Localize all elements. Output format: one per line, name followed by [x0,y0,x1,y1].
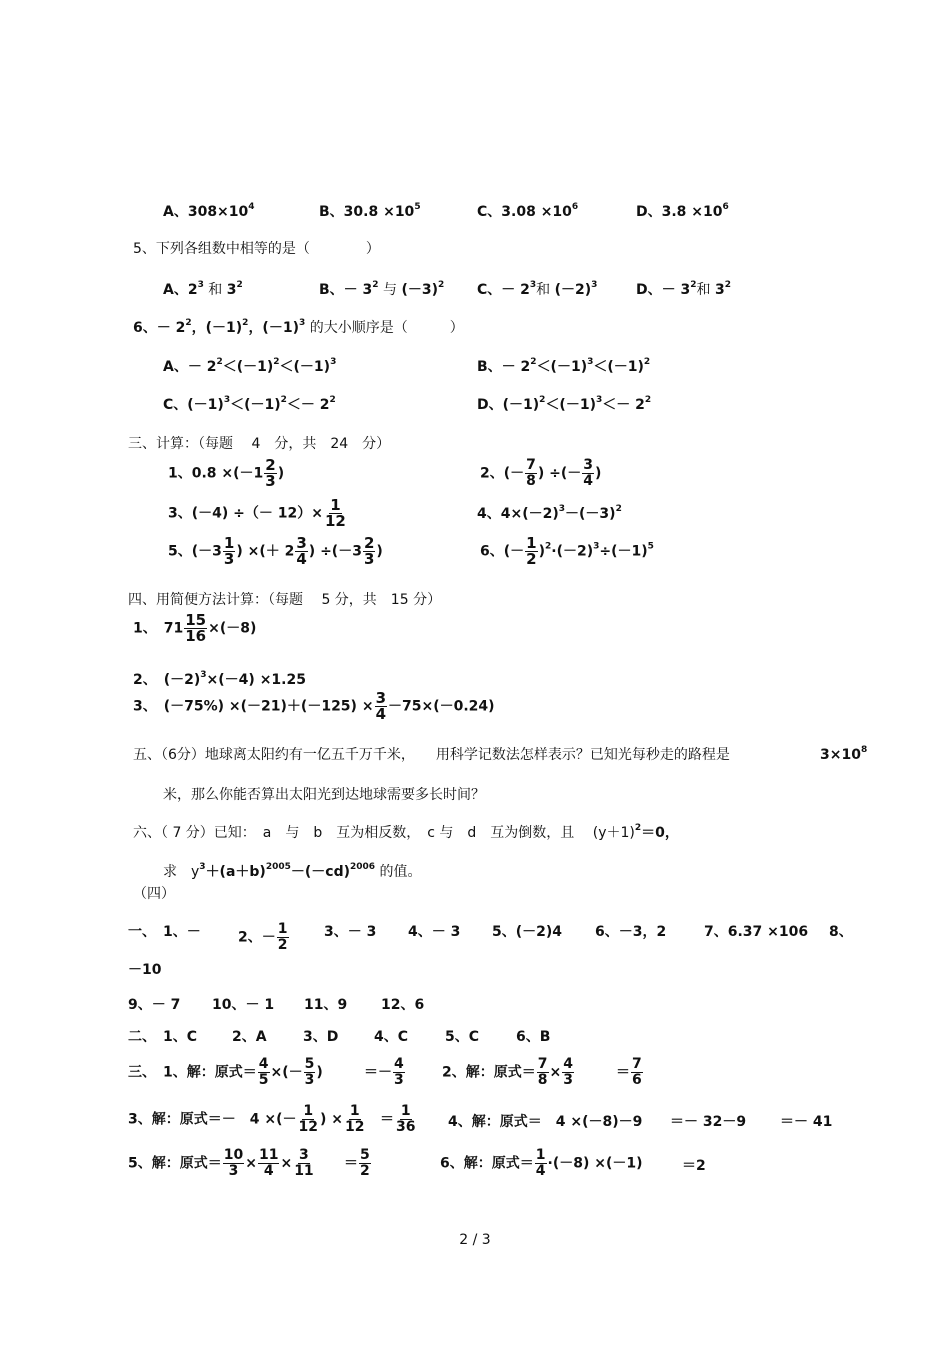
fraction: $\frac{4}{3}$ [394,1056,404,1088]
fraction: $\frac{1}{36}$ [396,1103,416,1135]
fraction: $\frac{1}{12}$ [324,496,346,530]
sec5-light-speed: $3\times 10^8$ [820,745,868,763]
q6-stem: 6、－ $2^2$，$(-1)^2$，$(-1)^3$ 的大小顺序是（ ） [133,318,464,336]
fraction: $\frac{5}{3}$ [304,1056,315,1088]
sec4-problem-1: 1、 71 $\frac{15}{16}$ ×(－8) [133,611,257,645]
fraction: $\frac{2}{3}$ [265,456,276,490]
q6-option-a: A、－ $2^2<(-1)^2<(-1)^3$ [163,357,337,375]
answer-row-6: 3、解：原式＝－ 4 ×(－ $\frac{1}{12}$ ) × $\frac{1}{12}$ ＝ $\frac{1}{36}$ 4、解：原式＝ 4 ×(－8)－9 ＝－ 32－9 ＝－ 41 [128,1103,833,1135]
sec3-problem-2: 2、(－ $\frac{7}{8}$ ) ÷(－ $\frac{3}{4}$ ) [480,457,602,489]
q5-stem: 5、下列各组数中相等的是（ ） [133,241,380,257]
sec4-problem-3: 3、 (－75%) ×(－21)＋(－125) × $\frac{3}{4}$ －75×(－0.24) [133,689,495,723]
fraction: $\frac{3}{4}$ [375,689,386,723]
q4-option-c: C、$3.08 \times 10^6$ [477,202,579,220]
fraction: $\frac{1}{2}$ [526,534,537,568]
page-number: 2 / 3 [459,1232,491,1248]
sec6-line-1: 六、（ 7 分）已知： a 与 b 互为相反数， c 与 d 互为倒数，且 $(y+1)^2=0$， [133,823,679,841]
sec5-line-1: 五、（6分）地球离太阳约有一亿五千万千米， 用科学记数法怎样表示？已知光每秒走的路程是 [133,747,730,763]
q6-option-c: C、$(-1)^3<(-1)^2<- 2^2$ [163,395,336,413]
fraction: $\frac{3}{4}$ [296,534,307,568]
sec3-problem-6: 6、(－ $\frac{1}{2}$ )$^2\cdot(-2)^3\div(-1)^5$ [480,534,654,568]
sec3-problem-5: 5、(－3 $\frac{1}{3}$ ) ×(＋ 2 $\frac{3}{4}$ ) ÷(－3 $\frac{2}{3}$ ) [168,534,383,568]
fraction: $\frac{4}{5}$ [258,1056,269,1088]
sec4-problem-2: 2、 $(-2)^3\times(-4) \times 1.25$ [133,670,306,688]
fraction: $\frac{1}{2}$ [277,921,288,953]
sec6-line-2: 求 $y^3+(a+b)^{2005}-(-cd)^{2006}$ 的值。 [163,862,422,880]
q5-option-a: A、$2^3$ 和 $3^2$ [163,280,243,298]
answer-row-3: 9、－ 7 10、－ 1 11、9 12、6 [128,997,425,1013]
fraction: $\frac{11}{4}$ [258,1147,279,1179]
q6-option-b: B、－ $2^2<(-1)^3<(-1)^2$ [477,357,651,375]
q6-option-d: D、$(-1)^2<(-1)^3<- 2^2$ [477,395,652,413]
fraction: $\frac{7}{8}$ [537,1056,548,1088]
q5-option-b: B、－ $3^2$ 与 $(-3)^2$ [319,280,445,298]
fraction: $\frac{3}{4}$ [583,457,594,489]
fraction: $\frac{1}{12}$ [345,1103,365,1135]
answer-row-1: 一、 1、－ 2、－ $\frac{1}{2}$ 3、－ 3 4、－ 3 5、(－2)4 6、－3，2 7、6.37 ×106 8、 [128,921,853,953]
sec3-problem-1: 1、0.8 ×(－1 $\frac{2}{3}$ ) [168,456,285,490]
sec3-problem-4: 4、$4\times(-2)^3-(-3)^2$ [477,504,622,522]
fraction: $\frac{7}{8}$ [526,457,536,489]
q4-option-a: A、$308\times 10^4$ [163,202,255,220]
sec5-line-2: 米，那么你能否算出太阳光到达地球需要多长时间？ [163,787,485,803]
q4-option-b: B、$30.8 \times 10^5$ [319,202,421,220]
q5-option-d: D、－ $3^2$和 $3^2$ [636,280,731,298]
answer-row-5: 三、 1、解：原式＝ $\frac{4}{5}$ ×(－ $\frac{5}{3}$ ) ＝－ $\frac{4}{3}$ 2、解：原式＝ $\frac{7}{8}$ × $\frac{4}{3}$ ＝ $\frac{7}{6}$ [128,1056,642,1088]
fraction: $\frac{1}{4}$ [535,1147,546,1179]
q4-option-d: D、$3.8 \times 10^6$ [636,202,729,220]
answer-row-4: 二、 1、C 2、A 3、D 4、C 5、C 6、B [128,1029,551,1045]
sec4-title: 四、用简便方法计算：（每题 5 分，共 15 分） [128,592,442,608]
answers-header: （四） [133,886,175,902]
fraction: $\frac{7}{6}$ [632,1056,642,1088]
fraction: $\frac{10}{3}$ [223,1147,244,1179]
sec3-problem-3: 3、(－4) ÷（－ 12）× $\frac{1}{12}$ [168,496,346,530]
fraction: $\frac{1}{3}$ [223,534,235,568]
answer-row-2: －10 [128,962,162,978]
fraction: $\frac{5}{2}$ [360,1147,370,1179]
sec3-title: 三、计算：（每题 4 分，共 24 分） [128,436,391,452]
answer-row-7: 5、解：原式＝ $\frac{10}{3}$ × $\frac{11}{4}$ × $\frac{3}{11}$ ＝ $\frac{5}{2}$ 6、解：原式＝ $\frac{1}{4}$ ·(－8) ×(－1) ＝2 [128,1147,706,1179]
fraction: $\frac{4}{3}$ [563,1056,573,1088]
fraction: $\frac{1}{12}$ [298,1103,318,1135]
fraction: $\frac{2}{3}$ [363,534,375,568]
q5-option-c: C、－ $2^3$和 $(-2)^3$ [477,280,598,298]
fraction: $\frac{15}{16}$ [185,611,207,645]
fraction: $\frac{3}{11}$ [294,1147,314,1179]
